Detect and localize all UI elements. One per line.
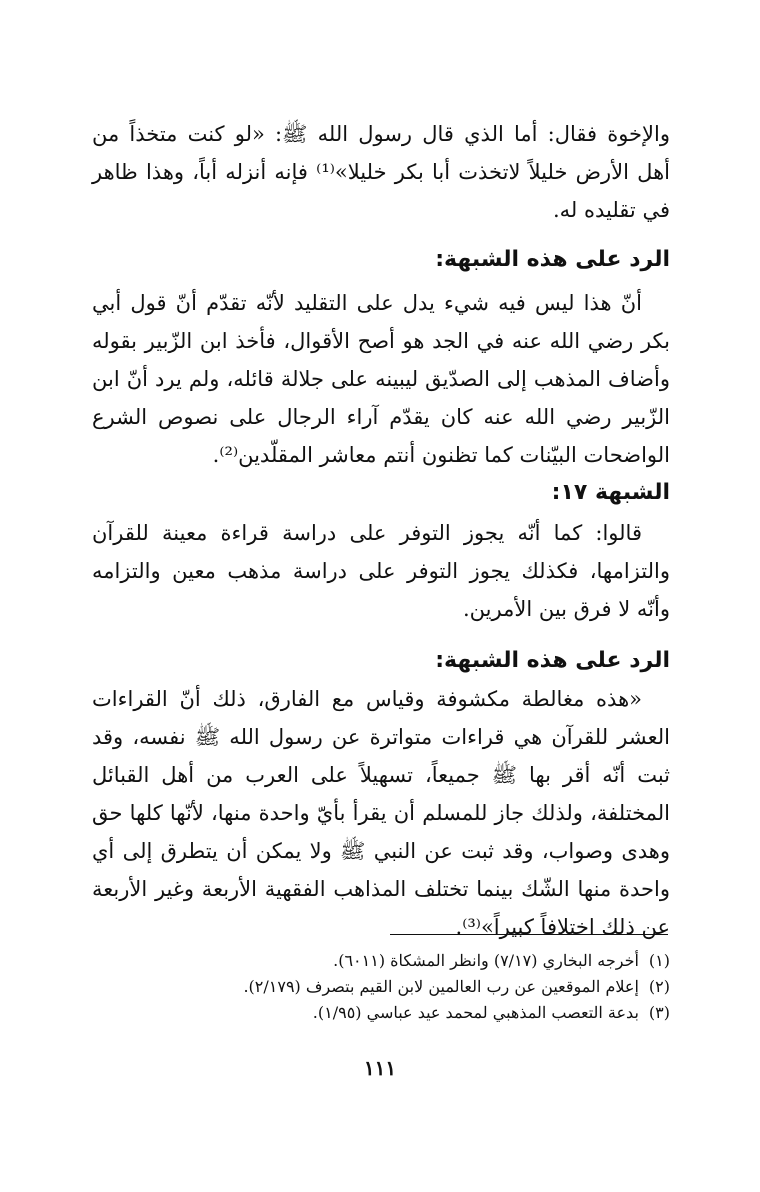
paragraph-doubt-17: قالوا: كما أنّه يجوز التوفر على دراسة قراءة معينة للقرآن والتزامها، فكذلك يجوز التوفر على دراسة مذهب معين والتزامه وأنّه لا فرق بين الأمرين.: [92, 521, 670, 621]
footnote-text: إعلام الموقعين عن رب العالمين لابن القيم بتصرف (٢/١٧٩).: [243, 977, 639, 996]
paragraph-rebuttal-1: أنّ هذا ليس فيه شيء يدل على التقليد لأنّه تقدّم أنّ قول أبي بكر رضي الله عنه في الجد هو أصح الأقوال، فأخذ ابن الزّبير بقوله وأضاف المذهب إلى الصدّيق ليبينه على جلالة قائله، ولم يرد أنّ ابن الزّبير رضي الله عنه كان يقدّم آراء الرجال على نصوص الشرع الواضحات البيّنات كما تظنون أنتم معاشر المقلّدين⁽²⁾.: [92, 291, 670, 467]
footnote-item: [92, 1000, 670, 1026]
footnote-item: [92, 948, 670, 974]
footnotes-list: [92, 948, 670, 1026]
footnote-separator: [390, 934, 668, 935]
footnote-text: أخرجه البخاري (٧/١٧) وانظر المشكاة (٦٠١١).: [333, 951, 639, 970]
paragraph-rebuttal-2: «هذه مغالطة مكشوفة وقياس مع الفارق، ذلك أنّ القراءات العشر للقرآن هي قراءات متواترة عن رسول الله ﷺ نفسه، وقد ثبت أنّه أقر بها ﷺ جميعاً، تسهيلاً على العرب من أهل القبائل المختلفة، ولذلك جاز للمسلم أن يقرأ بأيّ واحدة منها، لأنّها كلها حق وهدى وصواب، وقد ثبت عن النبي ﷺ ولا يمكن أن يتطرق إلى أي واحدة منها الشّك بينما تختلف المذاهب الفقهية الأربعة وغير الأربعة عن ذلك اختلافاً كبيراً»⁽³⁾.: [92, 687, 670, 939]
section-heading-rebuttal-2: الرد على هذه الشبهة:: [435, 648, 670, 673]
footnote-item: [92, 974, 670, 1000]
footnote-text: بدعة التعصب المذهبي لمحمد عيد عباسي (١/٩٥).: [312, 1003, 639, 1022]
section-heading-doubt-17: الشبهة ١٧:: [551, 480, 670, 505]
page-number: ١١١: [363, 1056, 397, 1080]
footnote-number: (١): [648, 951, 670, 970]
footnote-number: (٣): [648, 1003, 670, 1022]
footnote-number: (٢): [648, 977, 670, 996]
paragraph-continuation: والإخوة فقال: أما الذي قال رسول الله ﷺ: «لو كنت متخذاً من أهل الأرض خليلاً لاتخذت أبا بكر خليلا»⁽¹⁾ فإنه أنزله أباً، وهذا ظاهر في تقليده له.: [92, 122, 670, 222]
section-heading-rebuttal-1: الرد على هذه الشبهة:: [435, 247, 670, 272]
